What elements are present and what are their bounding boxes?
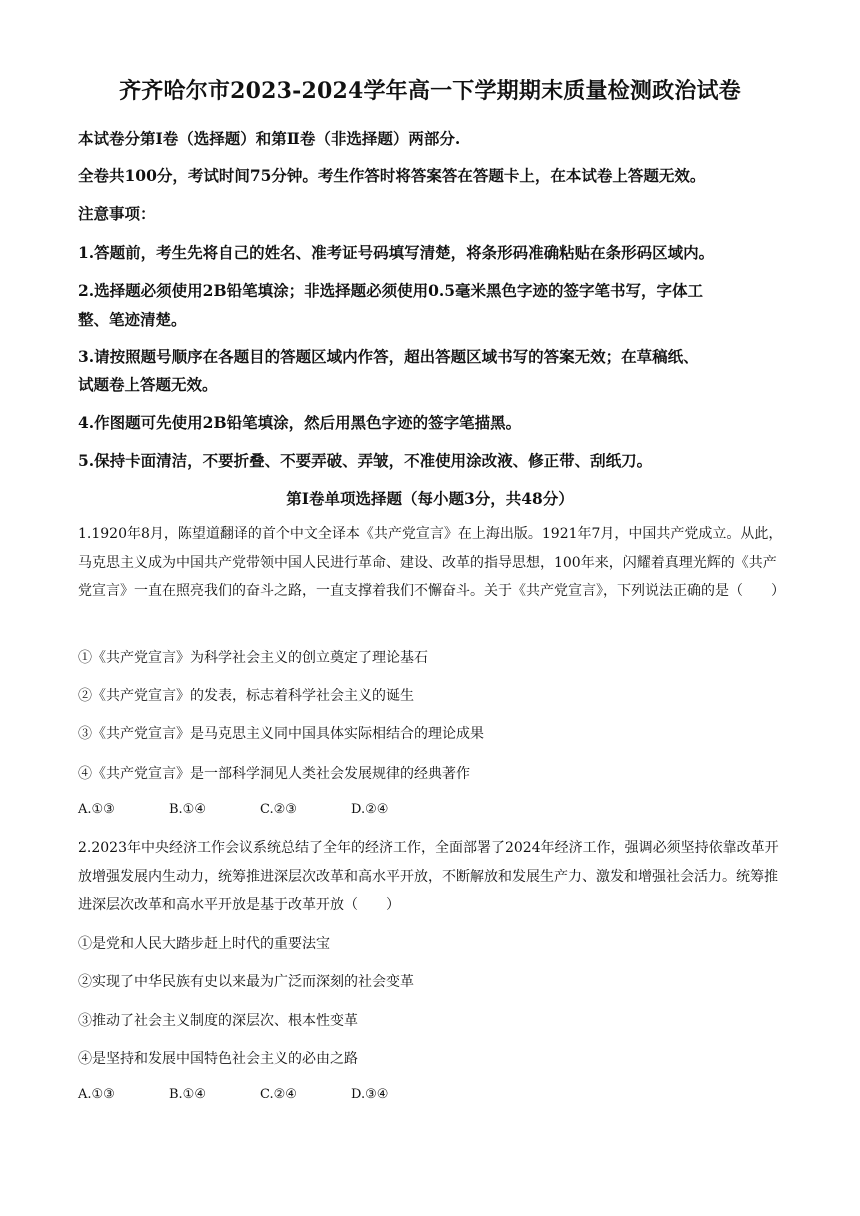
question-2-choice-a: A.①③ [78,1087,115,1102]
question-1-option-3: ③《共产党宣言》是马克思主义同中国具体实际相结合的理论成果 [78,726,484,742]
question-2-choice-d: D.③④ [351,1087,389,1102]
notice-item-1: 1.答题前，考生先将自己的姓名、准考证号码填写清楚，将条形码准确粘贴在条形码区域内。 [78,243,715,262]
question-2-option-1: ①是党和人民大踏步赶上时代的重要法宝 [78,936,330,952]
notice-item-2-continued: 整、笔迹清楚。 [78,310,187,329]
exam-title: 齐齐哈尔市2023-2024学年高一下学期期末质量检测政治试卷 [119,78,741,104]
question-2-option-2: ②实现了中华民族有史以来最为广泛而深刻的社会变革 [78,974,414,990]
question-1-choice-a: A.①③ [78,802,115,817]
question-2-choice-b: B.①④ [169,1087,206,1102]
notice-heading: 注意事项： [78,204,156,223]
question-1-stem: 1.1920年8月，陈望道翻译的首个中文全译本《共产党宣言》在上海出版。1921年7月，中国共产党成立。从此，马克思主义成为中国共产党带领中国人民进行革命、建设、改革的指导思想，100年来，闪耀着真理光辉的《共产党宣言》一直在照亮我们的奋斗之路，一直支撑着我们不懈奋斗。关于《共产党宣言》，下列说法正确的是（ ） [78,526,785,599]
question-2-choice-c: C.②④ [260,1087,297,1102]
question-1-option-1: ①《共产党宣言》为科学社会主义的创立奠定了理论基石 [78,650,428,666]
notice-item-5: 5.保持卡面清洁，不要折叠、不要弄破、弄皱，不准使用涂改液、修正带、刮纸刀。 [78,451,653,470]
notice-item-2: 2.选择题必须使用2B铅笔填涂；非选择题必须使用0.5毫米黑色字迹的签字笔书写，字体工 [78,281,704,300]
intro-line-1: 本试卷分第Ⅰ卷（选择题）和第Ⅱ卷（非选择题）两部分. [78,129,461,148]
question-1-option-4: ④《共产党宣言》是一部科学洞见人类社会发展规律的经典著作 [78,766,470,782]
question-2-stem: 2.2023年中央经济工作会议系统总结了全年的经济工作，全面部署了2024年经济工作，强调必须坚持依靠改革开放增强发展内生动力，统筹推进深层次改革和高水平开放，不断解放和发展生产力、激发和增强社会活力。统筹推进深层次改革和高水平开放是基于改革开放（ ） [78,840,779,913]
question-2-option-4: ④是坚持和发展中国特色社会主义的必由之路 [78,1051,358,1067]
section-heading: 第Ⅰ卷单项选择题（每小题3分，共48分） [286,489,574,508]
intro-line-2: 全卷共100分，考试时间75分钟。考生作答时将答案答在答题卡上，在本试卷上答题无效。 [78,166,706,185]
question-1-choice-d: D.②④ [351,802,389,817]
notice-item-4: 4.作图题可先使用2B铅笔填涂，然后用黑色字迹的签字笔描黑。 [78,413,522,432]
question-1-choices [78,802,790,817]
notice-item-3-continued: 试题卷上答题无效。 [78,375,218,394]
question-1-choice-b: B.①④ [169,802,206,817]
question-2-option-3: ③推动了社会主义制度的深层次、根本性变革 [78,1013,358,1029]
question-1-choice-c: C.②③ [260,802,297,817]
question-1-option-2: ②《共产党宣言》的发表，标志着科学社会主义的诞生 [78,688,414,704]
question-2-choices [78,1087,790,1102]
notice-item-3: 3.请按照题号顺序在各题目的答题区域内作答，超出答题区域书写的答案无效；在草稿纸、 [78,347,699,366]
